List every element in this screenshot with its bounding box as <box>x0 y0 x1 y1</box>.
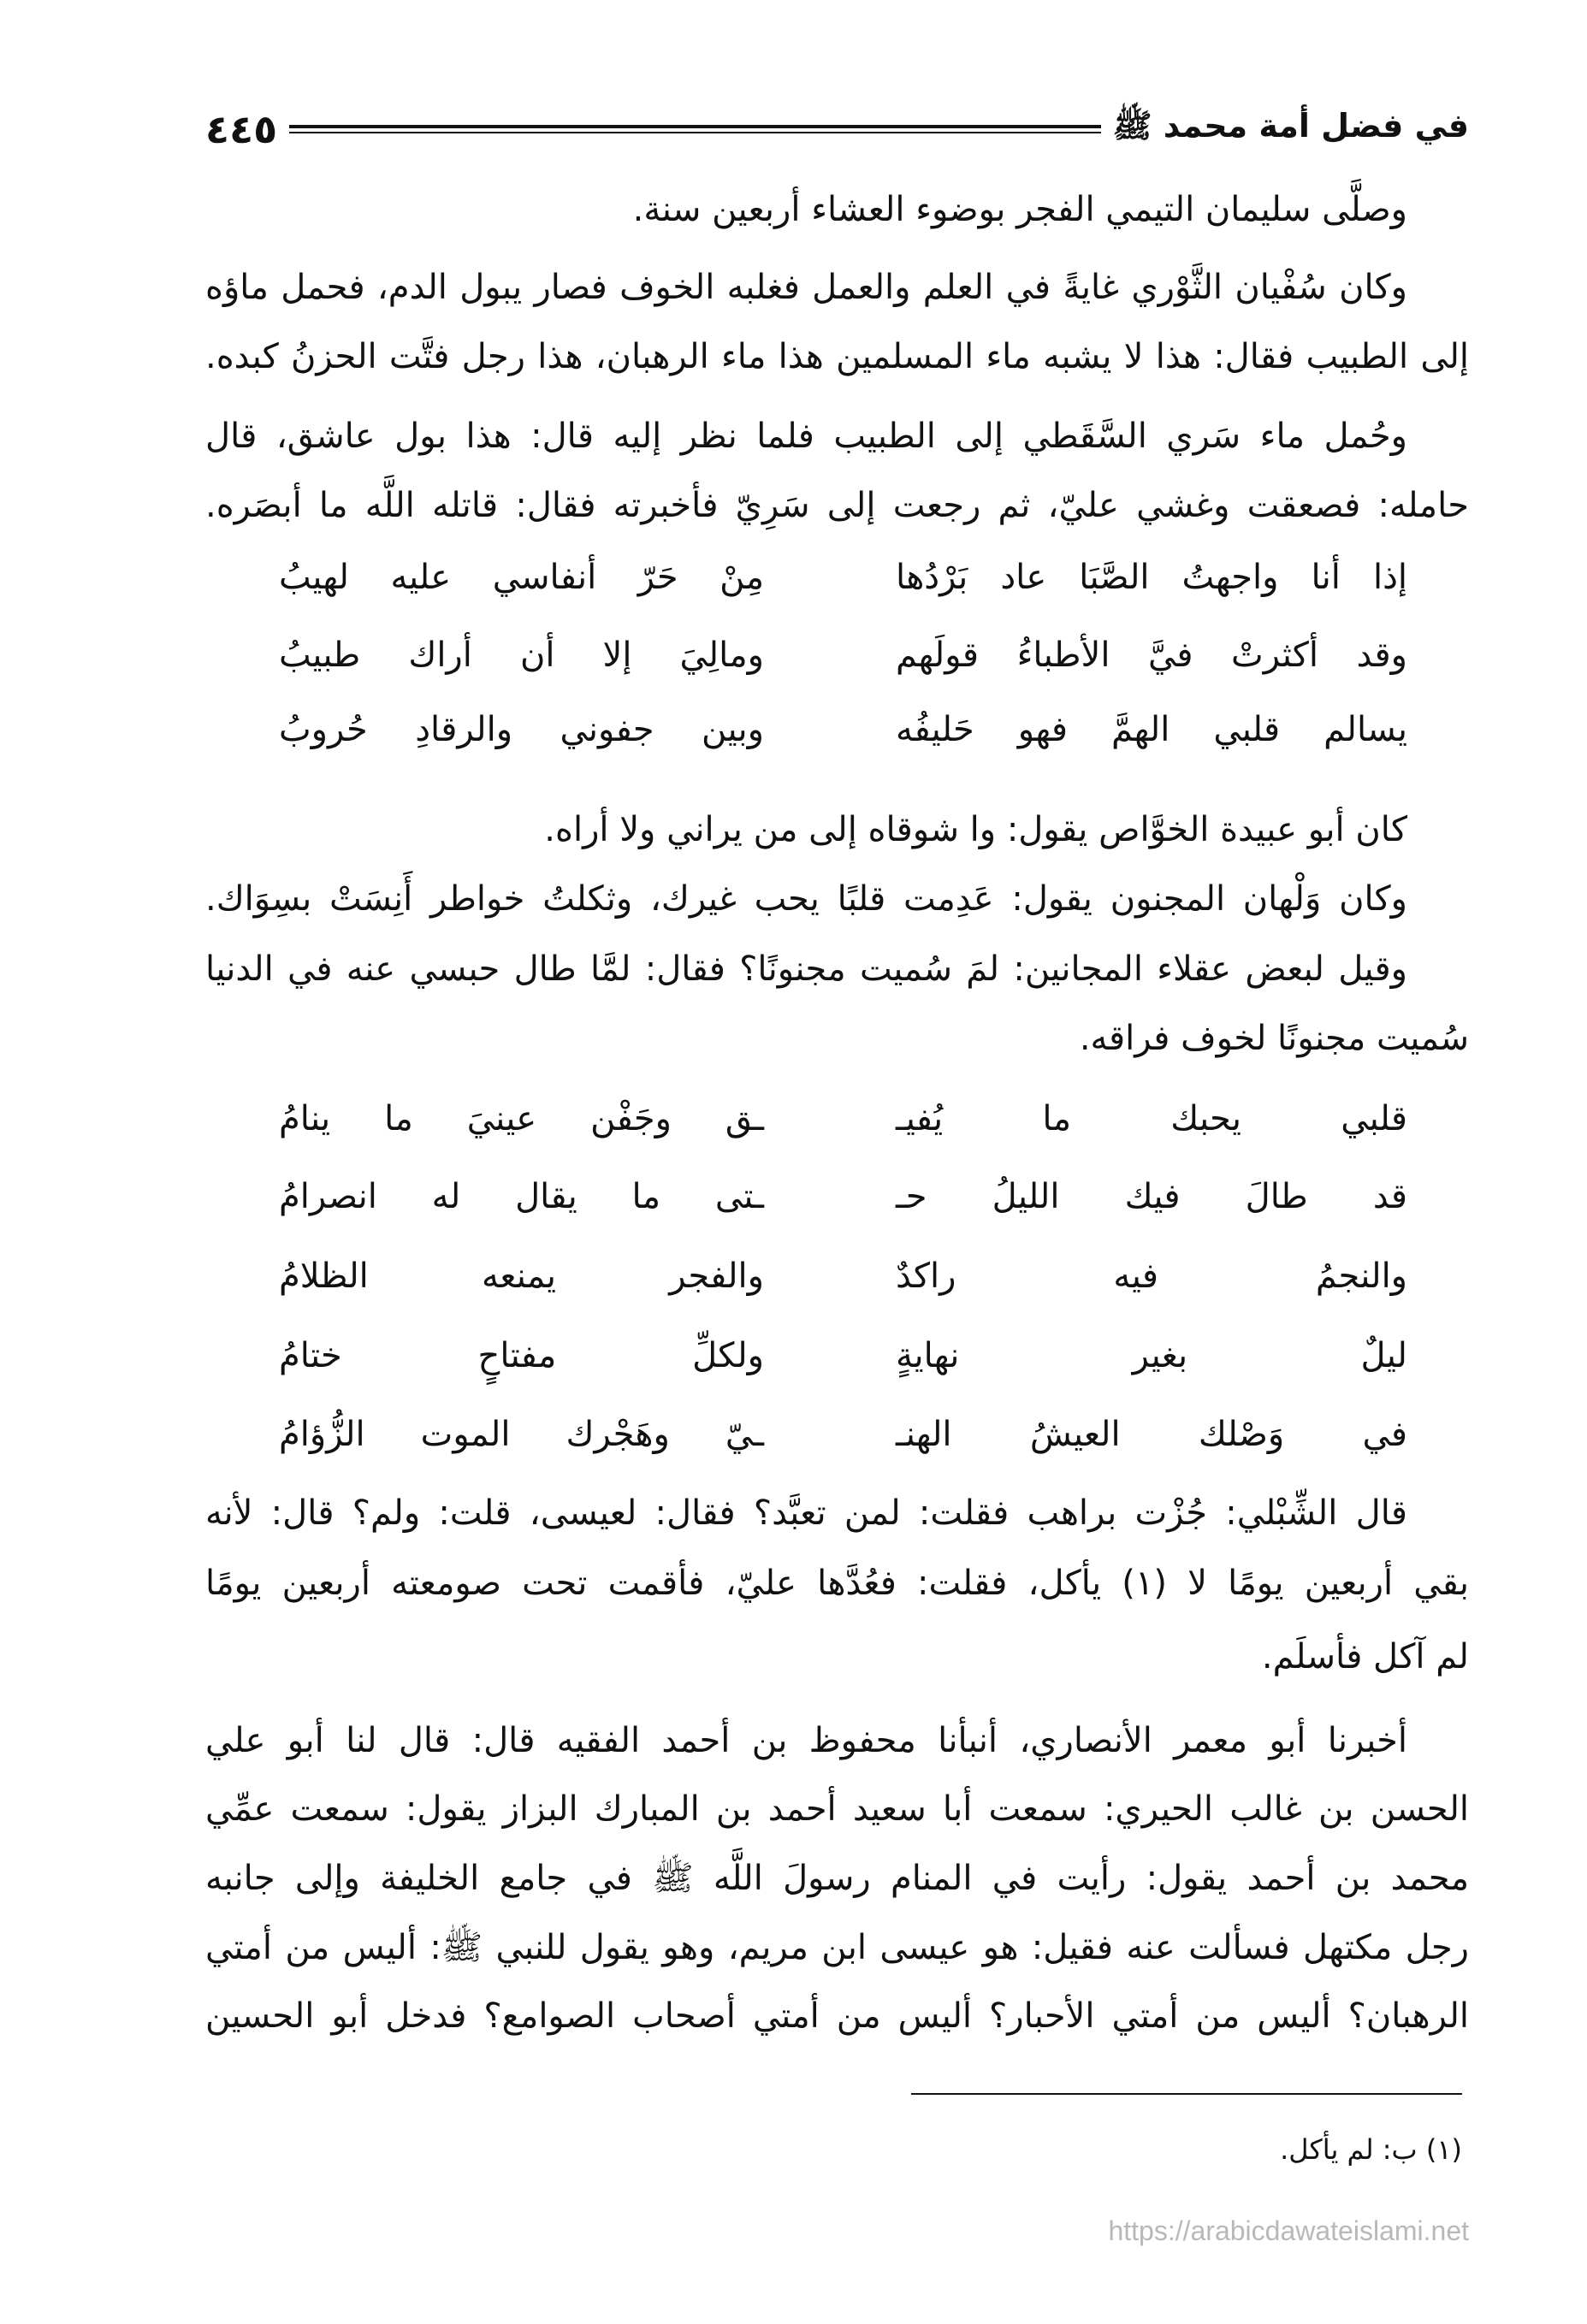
verse-left: وبين جفوني والرقادِ حُروبُ <box>279 710 764 749</box>
paragraph-line: بقي أربعين يومًا لا (١) يأكل، فقلت: فعُدَّها عليّ، فأقمت تحت صومعته أربعين يومًا <box>205 1564 1469 1603</box>
paragraph-line: سُميت مجنونًا لخوف فراقه. <box>1079 1019 1469 1058</box>
verse-right: والنجمُ فيه راكدٌ <box>896 1257 1407 1296</box>
watermark-url: https://arabicdawateislami.net <box>1108 2215 1469 2246</box>
paragraph-line: محمد بن أحمد يقول: رأيت في المنام رسولَ اللَّه ﷺ في جامع الخليفة وإلى جانبه <box>205 1859 1469 1898</box>
header-title: في فضل أمة محمد ﷺ <box>1112 106 1469 145</box>
footnote: (١) ب: لم يأكل. <box>1280 2133 1462 2166</box>
verse-left: ولكلِّ مفتاحٍ ختامُ <box>279 1336 764 1375</box>
header-rule <box>289 125 1100 133</box>
verse-left: ـيّ وهَجْرك الموت الزُّؤامُ <box>279 1415 764 1454</box>
verse-right: قد طالَ فيك الليلُ حـ <box>896 1177 1407 1216</box>
verse-left: مِنْ حَرّ أنفاسي عليه لهيبُ <box>279 558 764 597</box>
paragraph-line: رجل مكتهل فسألت عنه فقيل: هو عيسى ابن مريم، وهو يقول للنبي ﷺ: أليس من أمتي <box>205 1928 1469 1967</box>
page-number: ٤٤٥ <box>205 106 278 152</box>
verse-left: والفجر يمنعه الظلامُ <box>279 1257 764 1296</box>
paragraph-line: أخبرنا أبو معمر الأنصاري، أنبأنا محفوظ بن أحمد الفقيه قال: قال لنا أبو علي <box>205 1721 1407 1760</box>
paragraph-line: الرهبان؟ أليس من أمتي الأحبار؟ أليس من أمتي أصحاب الصوامع؟ فدخل أبو الحسين <box>205 1996 1469 2036</box>
running-header <box>205 101 1469 157</box>
paragraph-line: وحُمل ماء سَري السَّقَطي إلى الطبيب فلما نظر إليه قال: هذا بول عاشق، قال <box>205 417 1407 456</box>
paragraph-line: حامله: فصعقت وغشي عليّ، ثم رجعت إلى سَرِيّ فأخبرته فقال: قاتله اللَّه ما أبصَره. <box>205 486 1469 525</box>
paragraph-line: وقيل لبعض عقلاء المجانين: لمَ سُميت مجنونًا؟ فقال: لمَّا طال حبسي عنه في الدنيا <box>205 949 1407 989</box>
verse-right: قلبي يحبك ما يُفيـ <box>896 1099 1407 1138</box>
verse-left: ـق وجَفْن عينيَ ما ينامُ <box>279 1099 764 1138</box>
paragraph-line: كان أبو عبيدة الخوَّاص يقول: وا شوقاه إلى من يراني ولا أراه. <box>544 810 1407 849</box>
verse-left: ومالِيَ إلا أن أراك طبيبُ <box>279 636 764 675</box>
paragraph-line: وصلَّى سليمان التيمي الفجر بوضوء العشاء أربعين سنة. <box>632 190 1407 229</box>
footnote-divider <box>911 2093 1462 2095</box>
verse-right: وقد أكثرتْ فيَّ الأطباءُ قولَهم <box>896 636 1407 675</box>
verse-right: في وَصْلك العيشُ الهنـ <box>896 1415 1407 1454</box>
paragraph-line: وكان وَلْهان المجنون يقول: عَدِمت قلبًا يحب غيرك، وثكلتُ خواطر أَنِسَتْ بسِوَاك. <box>205 879 1407 919</box>
verse-left: ـتى ما يقال له انصرامُ <box>279 1177 764 1216</box>
paragraph-line: الحسن بن غالب الحيري: سمعت أبا سعيد أحمد بن المبارك البزاز يقول: سمعت عمِّي <box>205 1789 1469 1829</box>
verse-right: يسالم قلبي الهمَّ فهو حَليفُه <box>896 710 1407 749</box>
paragraph-line: قال الشِّبْلي: جُزْت براهب فقلت: لمن تعبَّد؟ فقال: لعيسى، قلت: ولم؟ قال: لأنه <box>205 1493 1407 1533</box>
paragraph-line: وكان سُفْيان الثَّوْري غايةً في العلم والعمل فغلبه الخوف فصار يبول الدم، فحمل ماؤه <box>205 268 1407 307</box>
verse-right: إذا أنا واجهتُ الصَّبَا عاد بَرْدُها <box>896 558 1407 597</box>
paragraph-line: لم آكل فأسلَم. <box>1261 1637 1469 1676</box>
verse-right: ليلٌ بغير نهايةٍ <box>896 1336 1407 1375</box>
paragraph-line: إلى الطبيب فقال: هذا لا يشبه ماء المسلمين هذا ماء الرهبان، هذا رجل فتَّت الحزنُ كبده. <box>205 337 1469 376</box>
